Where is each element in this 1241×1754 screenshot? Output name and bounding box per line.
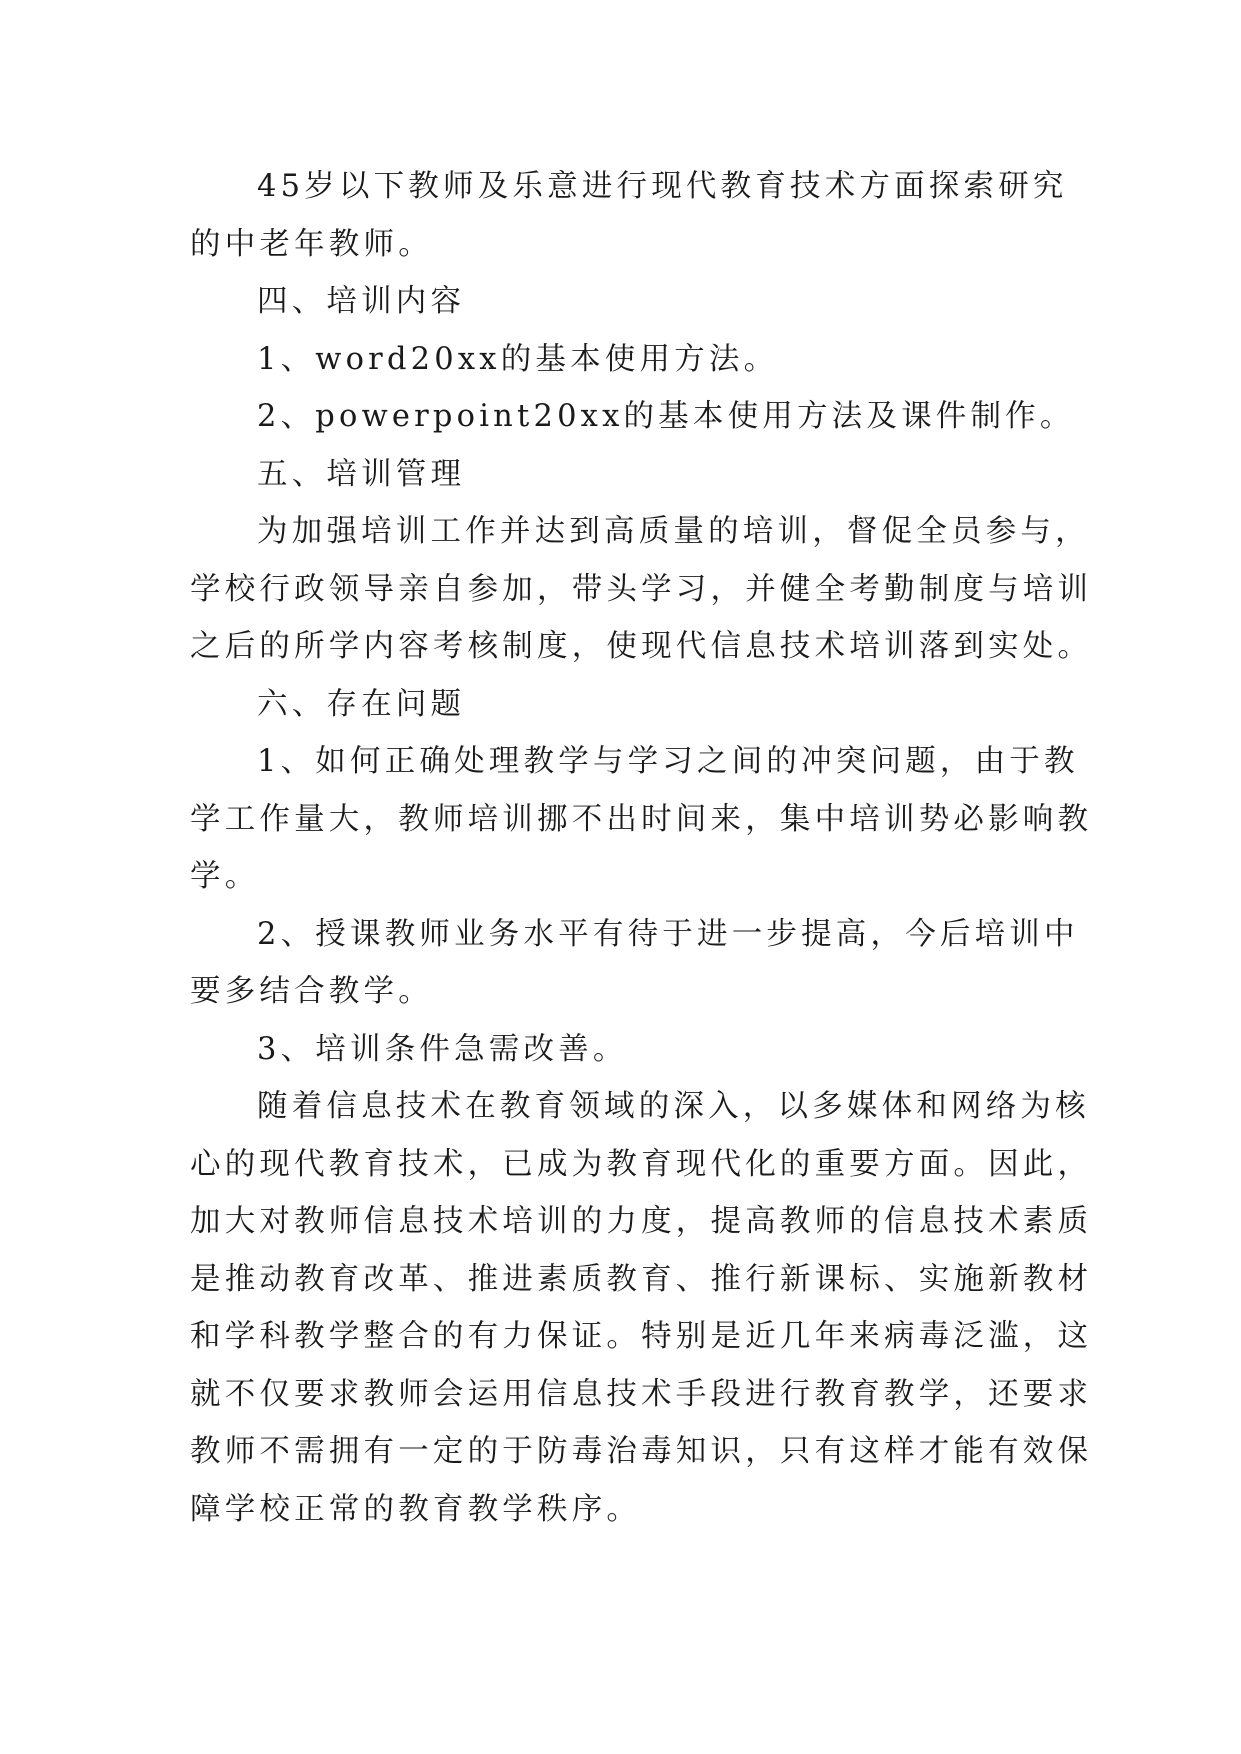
text-line: 之后的所学内容考核制度，使现代信息技术培训落到实处。: [190, 629, 1093, 664]
text-line: 是推动教育改革、推进素质教育、推行新课标、实施新教材: [190, 1261, 1093, 1297]
list-item: 1、word20xx的基本使用方法。: [257, 341, 779, 377]
text-line: 障学校正常的教育教学秩序。: [190, 1491, 642, 1527]
text-line: 就不仅要求教师会运用信息技术手段进行教育教学，还要求: [190, 1376, 1093, 1412]
text-line: 心的现代教育技术，已成为教育现代化的重要方面。因此，: [190, 1146, 1093, 1182]
list-item: 2、授课教师业务水平有待于进一步提高，今后培训中: [257, 916, 1079, 952]
text-line: 学校行政领导亲自参加，带头学习，并健全考勤制度与培训: [190, 571, 1093, 607]
text-line: 45岁以下教师及乐意进行现代教育技术方面探索研究: [257, 169, 1068, 204]
text-line: 的中老年教师。: [190, 226, 433, 262]
text-line: 要多结合教学。: [190, 974, 433, 1009]
text-line: 和学科教学整合的有力保证。特别是近几年来病毒泛滥，这: [190, 1319, 1093, 1354]
document-body: [190, 158, 1093, 1538]
section-heading: 五、培训管理: [257, 456, 466, 492]
text-line: 教师不需拥有一定的于防毒治毒知识，只有这样才能有效保: [190, 1434, 1093, 1469]
list-item: 1、如何正确处理教学与学习之间的冲突问题，由于教: [257, 744, 1079, 779]
text-line: 学。: [190, 859, 260, 894]
text-line: 为加强培训工作并达到高质量的培训，督促全员参与，: [257, 514, 1090, 549]
text-line: 学工作量大，教师培训挪不出时间来，集中培训势必影响教: [190, 801, 1093, 837]
text-line: 随着信息技术在教育领域的深入，以多媒体和网络为核: [257, 1089, 1090, 1124]
list-item: 2、powerpoint20xx的基本使用方法及课件制作。: [257, 399, 1075, 434]
text-line: 加大对教师信息技术培训的力度，提高教师的信息技术素质: [190, 1204, 1093, 1239]
section-heading: 四、培训内容: [257, 284, 466, 319]
section-heading: 六、存在问题: [257, 686, 466, 722]
list-item: 3、培训条件急需改善。: [257, 1031, 628, 1067]
